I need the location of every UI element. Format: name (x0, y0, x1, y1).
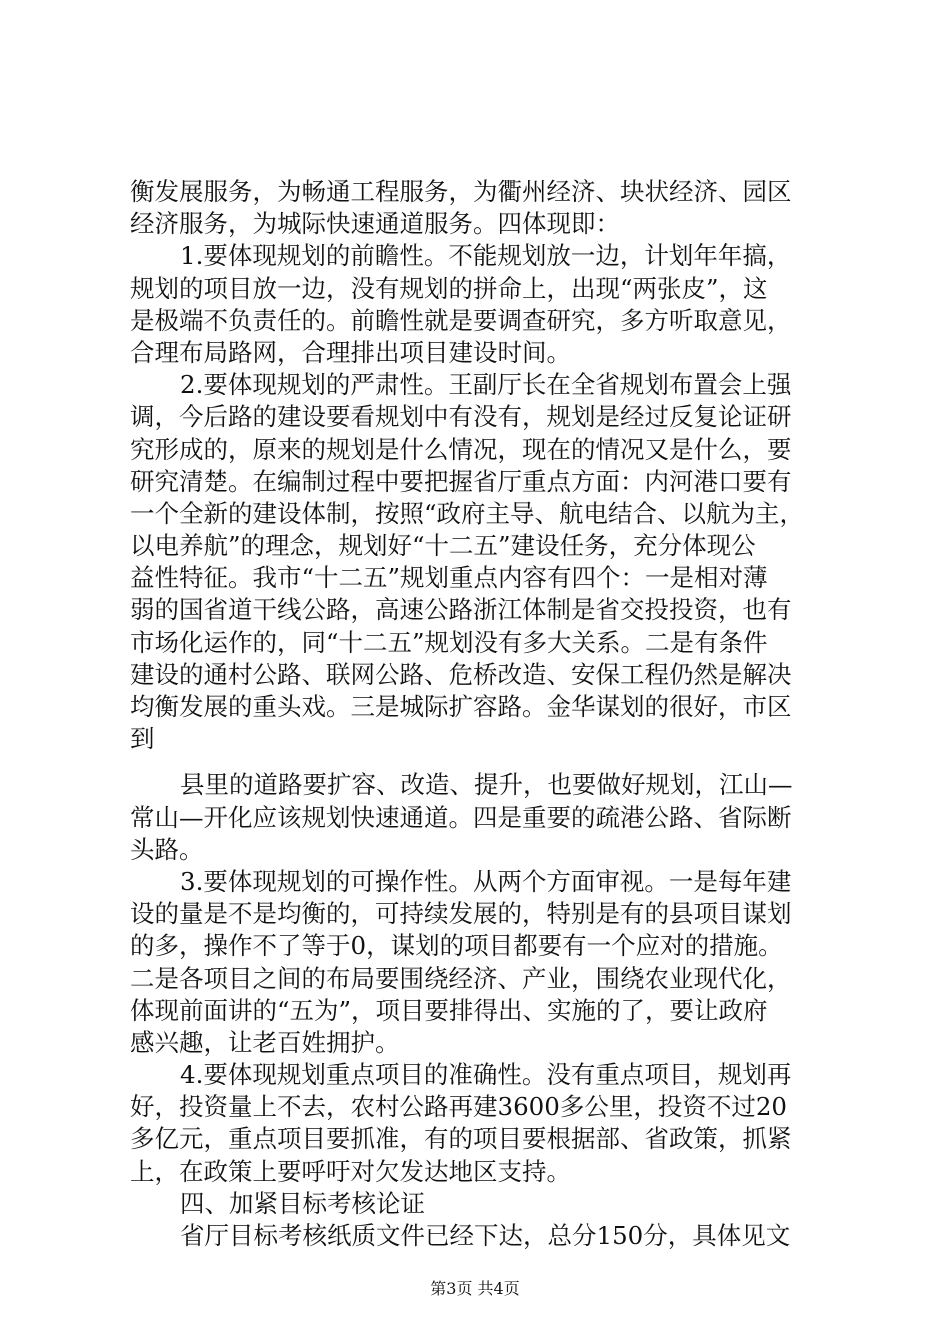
text-line: 一个全新的建设体制，按照“政府主导、航电结合、以航为主， (130, 498, 805, 528)
text-line: 县里的道路要扩容、改造、提升，也要做好规划，江山— (180, 770, 793, 800)
text-line: 体现前面讲的“五为”，项目要排得出、实施的了，要让政府 (130, 995, 768, 1025)
text-line: 均衡发展的重头戏。三是城际扩容路。金华谋划的很好，市区 (130, 692, 792, 721)
text-line: 规划的项目放一边，没有规划的拼命上，出现“两张皮”，这 (130, 273, 768, 303)
text-line: 以电养航”的理念，规划好“十二五”建设任务，充分体现公 (130, 531, 756, 561)
paragraph-gap (130, 755, 830, 769)
text-line: 益性特征。我市“十二五”规划重点内容有四个：一是相对薄 (130, 563, 768, 593)
text-line: 经济服务，为城际快速通道服务。四体现即： (130, 209, 620, 239)
text-line: 1.要体现规划的前瞻性。不能规划放一边，计划年年搞， (180, 241, 792, 271)
text-line: 上，在政策上要呼吁对欠发达地区支持。 (130, 1156, 571, 1186)
text-line: 合理布局路网，合理排出项目建设时间。 (130, 337, 571, 367)
text-line: 调，今后路的建设要看规划中有没有，规划是经过反复论证研 (130, 402, 792, 432)
text-line: 多亿元，重点项目要抓准，有的项目要根据部、省政策，抓紧 (130, 1124, 792, 1154)
text-line: 到 (130, 724, 155, 754)
text-line: 建设的通村公路、联网公路、危桥改造、安保工程仍然是解决 (130, 659, 792, 689)
page-footer: 第3页 共4页 (430, 1279, 520, 1298)
text-line: 研究清楚。在编制过程中要把握省厅重点方面：内河港口要有 (130, 466, 792, 496)
text-line: 常山—开化应该规划快速通道。四是重要的疏港公路、省际断 (130, 802, 792, 832)
text-line: 感兴趣，让老百姓拥护。 (130, 1027, 400, 1057)
text-line: 的多，操作不了等于0，谋划的项目都要有一个应对的措施。 (130, 931, 783, 961)
section-heading: 四、加紧目标考核论证 (180, 1188, 425, 1218)
text-line: 省厅目标考核纸质文件已经下达，总分150分，具体见文 (180, 1221, 791, 1250)
text-line: 设的量是不是均衡的，可持续发展的，特别是有的县项目谋划 (130, 899, 792, 929)
text-line: 3.要体现规划的可操作性。从两个方面审视。一是每年建 (180, 866, 792, 896)
text-line: 弱的国省道干线公路，高速公路浙江体制是省交投投资，也有 (130, 595, 792, 625)
text-line: 好，投资量上不去，农村公路再建3600多公里，投资不过20 (130, 1092, 788, 1122)
text-line: 市场化运作的，同“十二五”规划没有多大关系。二是有条件 (130, 627, 768, 657)
text-line: 头路。 (130, 834, 204, 864)
text-line: 究形成的，原来的规划是什么情况，现在的情况又是什么，要 (130, 434, 792, 464)
text-line: 是极端不负责任的。前瞻性就是要调查研究，多方听取意见， (130, 305, 792, 335)
text-line: 二是各项目之间的布局要围绕经济、产业，围绕农业现代化， (130, 963, 792, 993)
text-line: 2.要体现规划的严肃性。王副厅长在全省规划布置会上强 (180, 370, 792, 400)
text-line: 4.要体现规划重点项目的准确性。没有重点项目，规划再 (180, 1060, 792, 1090)
text-line: 衡发展服务，为畅通工程服务，为衢州经济、块状经济、园区 (130, 177, 792, 206)
document-body (130, 176, 830, 1252)
